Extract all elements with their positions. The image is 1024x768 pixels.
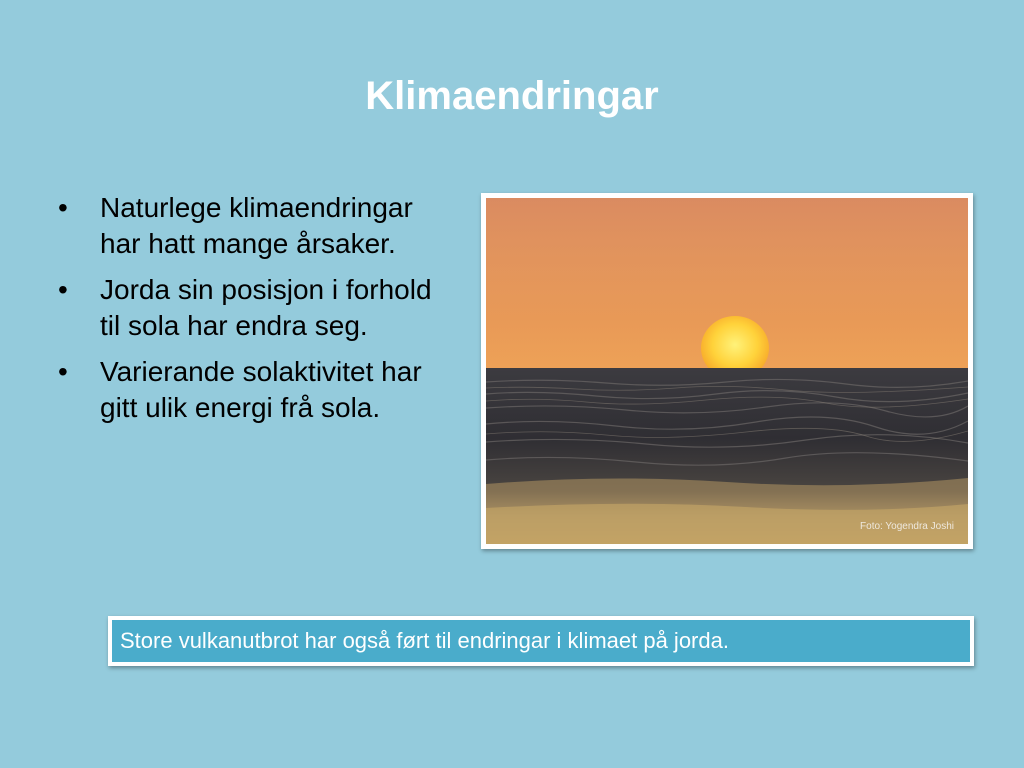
callout-text: Store vulkanutbrot har også ført til endringar i klimaet på jorda.: [112, 620, 970, 662]
bullet-item: [58, 354, 458, 426]
bullet-dot: •: [58, 192, 68, 223]
bullet-text: Naturlege klimaendringar har hatt mange årsaker.: [100, 192, 413, 259]
bullet-text: Varierande solaktivitet har gitt ulik energi frå sola.: [100, 356, 422, 423]
photo-credit: Foto: Yogendra Joshi: [860, 521, 954, 532]
photo-frame: [481, 193, 973, 549]
callout-box: [108, 616, 974, 666]
bullet-list: [58, 190, 458, 436]
bullet-dot: •: [58, 274, 68, 305]
sunset-illustration: [486, 198, 968, 544]
slide-title: Klimaendringar: [365, 74, 659, 118]
bullet-dot: •: [58, 356, 68, 387]
bullet-item: [58, 190, 458, 262]
bullet-text: Jorda sin posisjon i forhold til sola har endra seg.: [100, 274, 432, 341]
bullet-item: [58, 272, 458, 344]
sunset-photo: [486, 198, 968, 544]
